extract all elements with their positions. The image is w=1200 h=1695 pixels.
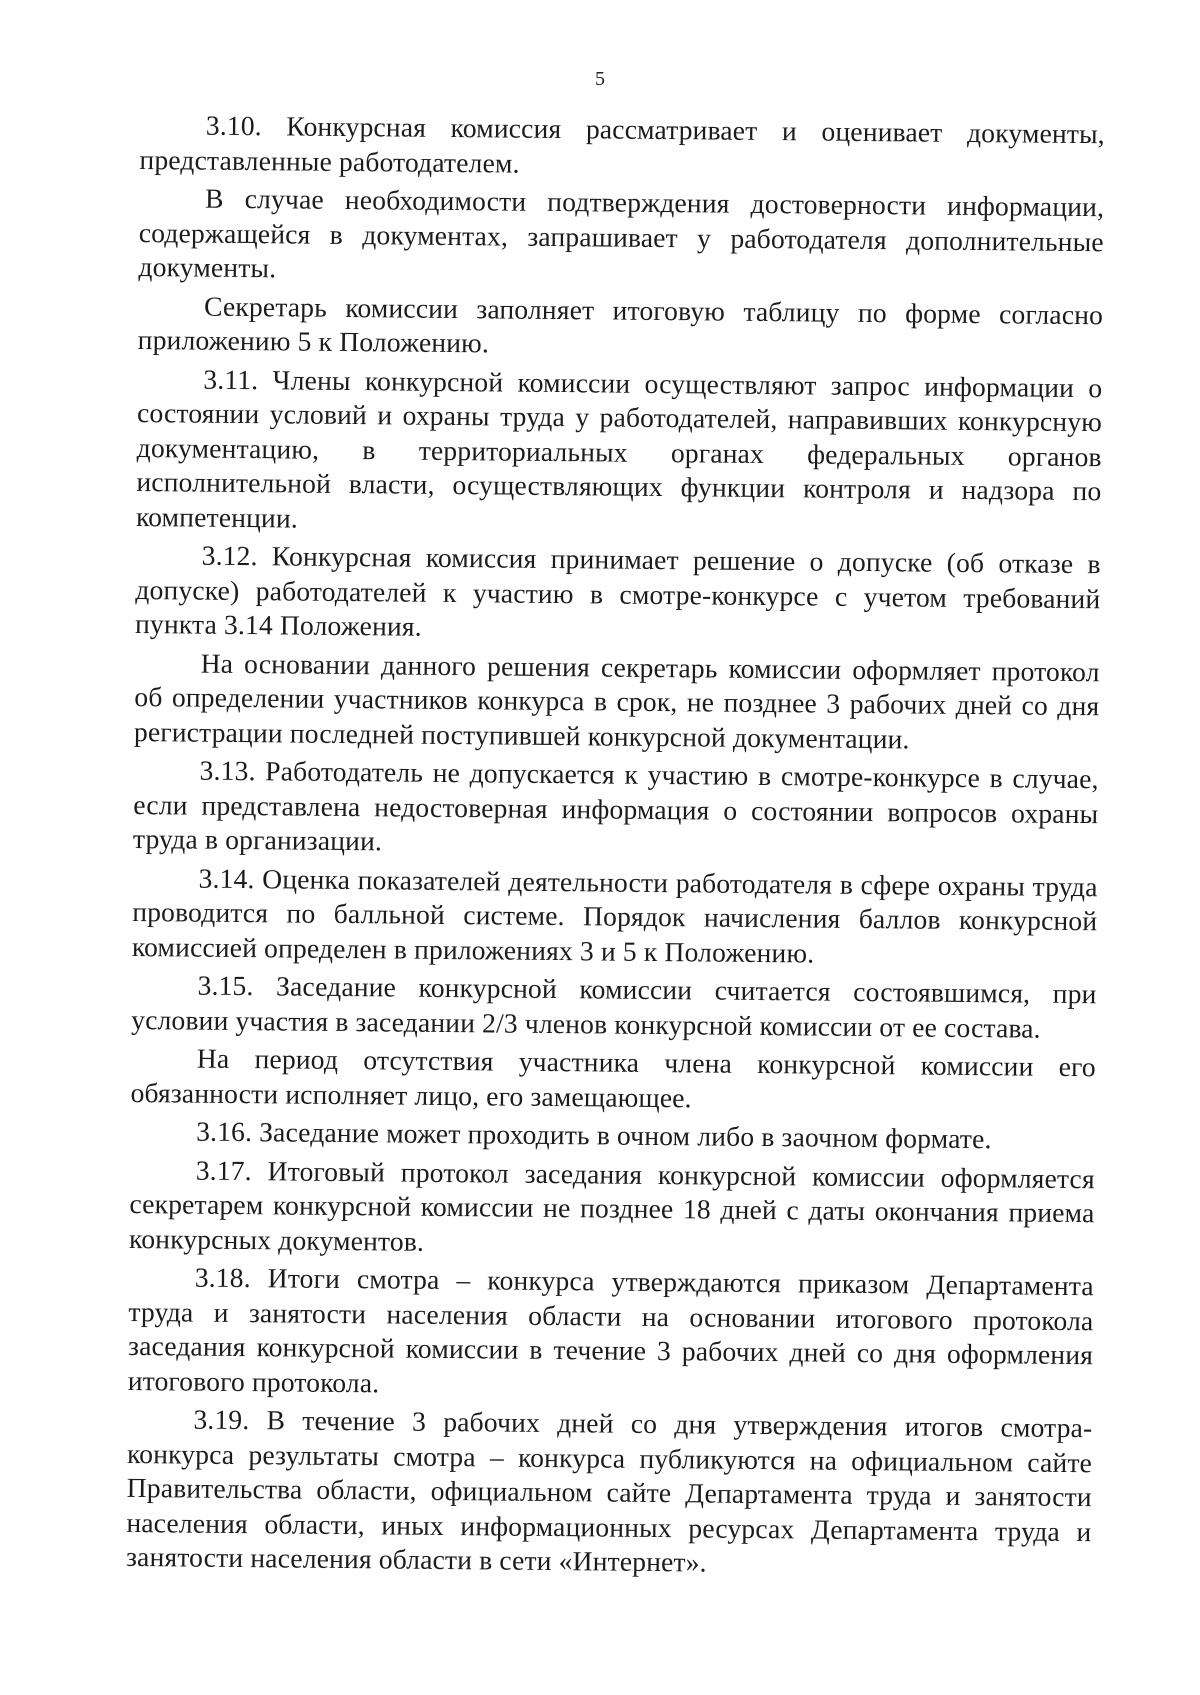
paragraph-3-15: 3.15. Заседание конкурсной комиссии считается состоявшимся, при условии участия в заседании 2/3 членов конкурсной комиссии от ее состава. [131, 969, 1097, 1044]
paragraph-3-15-substitute: На период отсутствия участника члена конкурсной комиссии его обязанности исполняет лицо, его замещающее. [130, 1042, 1096, 1113]
paragraph-3-17: 3.17. Итоговый протокол заседания конкурсной комиссии оформляется секретарем конкурсной комиссии не позднее 18 дней с даты окончания приема конкурсных документов. [129, 1154, 1095, 1257]
page-number: 5 [595, 68, 605, 90]
paragraph-3-13: 3.13. Работодатель не допускается к участию в смотре-конкурсе в случае, если представлена недостоверная информация о состоянии вопросов охраны труда в организации. [132, 754, 1099, 857]
paragraph-3-18: 3.18. Итоги смотра – конкурса утверждаются приказом Департамента труда и занятости населения области на основании итогового протокола заседания конкурсной комиссии в течение 3 рабочих дней со дня оформления итогового протокола. [127, 1261, 1094, 1398]
paragraph-3-10-verification: В случае необходимости подтверждения достоверности информации, содержащейся в документах, запрашивает у работодателя дополнительные документы. [138, 182, 1105, 284]
paragraph-3-16: 3.16. Заседание может проходить в очном либо в заочном формате. [196, 1115, 992, 1155]
paragraph-3-10-secretary: Секретарь комиссии заполняет итоговую таблицу по форме согласно приложению 5 к Положению. [137, 290, 1104, 359]
paragraph-3-19: 3.19. В течение 3 рабочих дней со дня утверждения итогов смотра-конкурса результаты смотра – конкурса публикуются на официальном сайте Правительства области, официальном сайте Департамента труда и занятости населения области, иных информационных ресурсах Департамента труда и занятости населения области в сети «Интернет». [125, 1403, 1093, 1578]
paragraph-3-12-protocol: На основании данного решения секретарь комиссии оформляет протокол об определении участников конкурса в срок, не позднее 3 рабочих дней со дня регистрации последней поступившей конкурсной документации. [133, 647, 1100, 754]
document-body [126, 108, 1105, 1588]
paragraph-3-11: 3.11. Члены конкурсной комиссии осуществляют запрос информации о состоянии условий и охраны труда у работодателей, направивших конкурсную документацию, в территориальных органах федеральных органов исполнительной власти, осуществляющих функции контроля и надзора по компетенции. [135, 363, 1103, 534]
paragraph-3-14: 3.14. Оценка показателей деятельности работодателя в сфере охраны труда проводится по балльной системе. Порядок начисления баллов конкурсной комиссией определен в приложениях 3 и 5 к Положению. [131, 862, 1098, 969]
paragraph-3-10: 3.10. Конкурсная комиссия рассматривает и оценивает документы, представленные работодателем. [139, 109, 1105, 179]
paragraph-3-12: 3.12. Конкурсная комиссия принимает решение о допуске (об отказе в допуске) работодателей к участию в смотре-конкурсе с учетом требований пункта 3.14 Положения. [134, 539, 1101, 642]
